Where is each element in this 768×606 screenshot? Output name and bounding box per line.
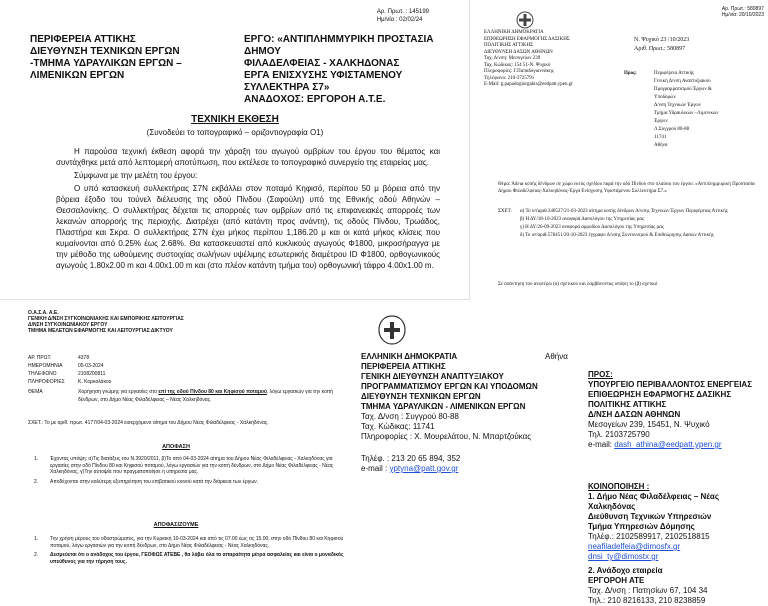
list-item: 2. Αποδέχονται στην καλύτερη εξυπηρέτηση του επιβατικού κοινού κατά την διάρκεια των έργων. <box>34 478 258 485</box>
cc-email-link[interactable]: neafiladelfeia@dimosfx.gr <box>588 542 681 551</box>
recipient-block: ΠΡΟΣ: ΥΠΟΥΡΓΕΙΟ ΠΕΡΙΒΑΛΛΟΝΤΟΣ ΕΝΕΡΓΕΙΑΣ ΕΠΙΘΕΩΡΗΣΗ ΕΦΑΡΜΟΓΗΣ ΔΑΣΙΚΗΣ ΠΟΛΙΤΙΚΗΣ ΑΤΤΙΚΗΣ Δ/ΝΣΗ ΔΑΣΩΝ ΑΘΗΝΩΝ Μεσογείων 239, 15451, Ν. Ψυχικό Τηλ. 2103725790 e-mail: dash_athina@eedpatt.ypen.gr <box>588 370 752 449</box>
sender-email-link[interactable]: yptyna@patt.gov.gr <box>389 464 459 473</box>
list-item: 1. Την χρήση μέρους του οδοστρώματος, για την Κυριακή 10-03-2024 και από τις 07.00 έως τις 15.00, στην οδό Πίνδου 80 και Κηφισού ποταμού, λόγω εργασιών για την κοπή δένδρων, στο Δήμο Νέας Φιλαδέλφειας - Νέας Χαλκηδόνας. <box>34 536 344 549</box>
paragraph: Η παρούσα τεχνική έκθεση αφορά την χάραξη του αγωγού ομβρίων του έργου του θέματος και συντάχθηκε μετά από λεπτομερή αποτύπωση, που εκτέλεσε το τοπογραφικό συνεργείο της εταιρείας μας. <box>56 147 440 167</box>
paragraph: Ο υπό κατασκευή συλλεκτήρας Σ7Ν εκβάλλει στον ποταμό Κηφισό, περίπου 50 μ βόρεια από την βόρεια έξοδο του τούνελ διέλευσης της οδού Πίνδου (Σαφούλη) υπό της Εθνικής οδού Αθηνών – Θεσσαλονίκης. Ο συλλεκτήρας δέχεται τις απορροές των ομβρίων από τις επιφανειακές απορροές των λεκανών απορροής της περιοχής. Διατρέχει (από κατάντη προς ανάντη), τις οδούς Πίνδου, Τρωάδος, Πλαστήρα και Σκρα. Ο συλλεκτήρας Σ7Ν έχει μήκος περίπου 1,186.20 μ και οι κατά μήκος κλίσεις που κυμαίνονται από 0.25% έως 2.68%. Θα κατασκευαστεί από κυκλικούς αγωγούς Φ1800, μικροσήραγγα με την μέθοδο της ωθούμενης συστοιχίας σωλήνων υψέλιμης εσωτερικής διαμέτρου ID Φ1800, ορθογωνικούς αγωγούς 1.80x2.00 m και 4.00x1.00 m και (στο πλέον κατάντη τμήμα του) ορθογωνική τάφρο 4.00x1.00 m. <box>56 184 440 270</box>
sender-contact: Τηλέφ. : 213 20 65 894, 352 e-mail : yptyna@patt.gov.gr <box>361 454 461 473</box>
reference-fields: ΑΡ. ΠΡΩΤ. 4378 ΗΜΕΡΟΜΗΝΙΑ 05-03-2024 ΤΗΛΕΦΩΝΟ 2108200811 ΠΛΗΡΟΦΟΡΙΕΣ Κ. Κορκολάκου ΘΕΜΑ Χορήγηση γνώμης για εργασίες στο επί της οδού Πίνδου 80 και Κηφισού ποταμού, λόγω εργασιών για την κοπή δένδρων, στο Δήμο Νέας Φιλαδέλφειας – Νέας Χαλκηδόνας. <box>28 355 334 403</box>
place-date: Ν. Ψυχικό 23 /10/2023 Αριθ. Πρωτ.: 580897 <box>634 37 690 52</box>
sender-address: Ταχ. Δ/νση : Συγγρού 80-88 Ταχ. Κώδικας: 11741 Πληροφορίες : Χ. Μουρελάτου, Ν. Μπαρτζούκας <box>361 412 532 441</box>
report-subtitle: (Συνοδεύει το τοπογραφικό – οριζοντιογραφία Ο1) <box>146 128 324 137</box>
related-reference: ΣΧΕΤ.: Το με αριθ. πρωτ. 4177/04-03-2024 εισερχόμενο αίτημα του Δήμου Νέας Φιλαδέλφειας - Χαλκηδόνας. <box>28 420 269 426</box>
region-letter-document <box>355 304 768 605</box>
forestry-permit-document <box>474 0 768 300</box>
list-item: 2. Δεσμεύεται ότι ο ανάδοχος του έργου, ΓΕΟΦΩΣ ΑΤΕΒΕ , θα λάβει όλα τα απαραίτητα μέτρα ασφαλείας και είναι ο μοναδικός υπεύθυνος για την τήρηση τους. <box>34 552 344 565</box>
cc-email-link[interactable]: dnsi_ty@dimostx.gr <box>588 552 659 561</box>
recipient-email-link[interactable]: dash_athina@eedpatt.ypen.gr <box>614 440 722 449</box>
greek-crest-icon <box>514 10 536 30</box>
project-header: ΕΡΓΟ: «ΑΝΤΙΠΛΗΜΜΥΡΙΚΗ ΠΡΟΣΤΑΣΙΑ ΔΗΜΟΥ ΦΙΛΑΔΕΛΦΕΙΑΣ - ΧΑΛΚΗΔΟΝΑΣ ΕΡΓΑ ΕΝΙΣΧΥΣΗΣ ΥΦΙΣΤΑΜΕΝΟΥ ΣΥΛΛΕΚΤΗΡΑ Σ7» ΑΝΑΔΟΧΟΣ: ΕΡΓΟΡΟΗ Α.Τ.Ε. <box>244 34 434 105</box>
issuer-header: ΕΛΛΗΝΙΚΗ ΔΗΜΟΚΡΑΤΙΑ ΕΠΙΘΕΩΡΗΣΗ ΕΦΑΡΜΟΓΗΣ ΔΑΣΙΚΗΣ ΠΟΛΙΤΙΚΗΣ ΑΤΤΙΚΗΣ ΔΙΕΥΘΥΝΣΗ ΔΑΣΩΝ ΑΘΗΝΩΝ Ταχ. Δ/νση: Μεσογείων 239 Ταχ. Κώδικας: 154 51-Ν. Ψυχικό Πληροφορίες: Γ.Παπαδογιαννάκης Τηλέφωνο: 210-3725791 E-Mail: g.papadogiorgakis@eedpatt.ypen.gr <box>484 30 573 87</box>
protocol-stamp: Αρ. Πρωτ. : 145199 Ημ/νία : 02/02/24 <box>376 9 429 23</box>
report-body <box>56 146 440 273</box>
related-references: ΣΧΕΤ: α) Το υπ'αριθ.340527/21-03-2023 αίτημα κοπής δένδρων Δ/νσης Τεχνικών Έργων Περιφέρειας Αττικής β) Η ΔΥ/18-10-2023 αναφορά Δασολόγου της Υπηρεσίας μας γ) Η ΔΥ/26-09-2023 αναφορά αρμοδίου Δασολόγου της Υπηρεσίας μας δ) Το υπ'αριθ.578451/20-10-2023 έγγραφο Δ/νσης Συντονισμού & Επιθεώρησης Δασών Αττικής <box>498 209 728 238</box>
greek-crest-icon <box>375 314 409 346</box>
report-title: ΤΕΧΝΙΚΗ ΕΚΘΕΣΗ <box>191 114 279 125</box>
issuer-header: ΕΛΛΗΝΙΚΗ ΔΗΜΟΚΡΑΤΙΑ ΠΕΡΙΦΕΡΕΙΑ ΑΤΤΙΚΗΣ ΓΕΝΙΚΗ ΔΙΕΥΘΥΝΣΗ ΑΝΑΠΤΥΞΙΑΚΟΥ ΠΡΟΓΡΑΜΜΑΤΙΣΜΟΥ ΕΡΓΩΝ ΚΑΙ ΥΠΟΔΟΜΩΝ ΔΙΕΥΘΥΝΣΗ ΤΕΧΝΙΚΩΝ ΕΡΓΩΝ ΤΜΗΜΑ ΥΔΡΑΥΛΙΚΩΝ - ΛΙΜΕΝΙΚΩΝ ΕΡΓΩΝ <box>361 352 538 411</box>
cc-block: ΚΟΙΝΟΠΟΙΗΣΗ : 1. Δήμο Νέας Φιλαδέλφειας – Νέας Χαλκηδόνας Διεύθυνση Τεχνικών Υπηρεσιών Τμήμα Υπηρεσιών Δόμησης Τηλέφ.: 2102589917, 2102518815 neafiladelfeia@dimosfx.gr dnsi_ty@dimostx.gr 2. Ανάδοχο εταιρεία ΕΡΓΟΡΟΗ ΑΤΕ Ταχ. Δ/νση : Πατησίων 67, 104 34 Τηλ.: 210 8216133, 210 8238859 <box>588 482 766 606</box>
answer-text: Σε απάντηση του ανωτέρω (α) σχετικού και λαμβάνοντας υπόψη το (β) σχετικό <box>498 282 658 287</box>
list-item: 1. Έχοντας υπόψη: α)Τις διατάξεις του Ν.3920/2011, β)Το από 04-03-2024 αίτημα του Δήμου Νέας Φιλαδέλφειας - Χαλκηδόνας για εργασίες στην οδό Πίνδου 80 και Κηφισού ποταμού, λόγω εργασιών για την κοπή δένδρων, στο Δήμο Νέας Φιλαδέλφειας - Νέας Χαλκηδόνας, γ)Την αυτοψία που πραγματοποίησε η υπηρεσία μας. <box>34 456 334 475</box>
oasa-decision-document <box>0 304 352 600</box>
recipient-block: Προς: Περιφέρεια Αττικής Γενική Δ/νση Αναπτυξιακού Προγραμματισμού Έργων & Υποδομών Δ/νση Τεχνικών Έργων Τμήμα Υδραυλικών –Λιμενικών Έργων Λ.Συγγρού 80-88 11741 Αθήνα <box>624 71 719 148</box>
subject-line: Θέμα: Άδεια κοπής δένδρων σε χώρο εκτός σχεδίου παρά την οδό Πίνδου στο πλαίσιο του έργου: «Αντιπλημμυρική Προστασία Δήμου Φιλαδέλφειας-Χαλκηδόνας-Έργα Ενίσχυσης Υφιστάμενου Συλλεκτήρα Σ7.» <box>498 182 755 194</box>
issuer-header: Ο.Α.Σ.Α. Α.Ε. ΓΕΝΙΚΗ Δ/ΝΣΗ ΣΥΓΚΟΙΝΩΝΙΑΚΗΣ ΚΑΙ ΕΜΠΟΡΙΚΗΣ ΛΕΙΤΟΥΡΓΙΑΣ Δ/ΝΣΗ ΣΥΓΚΟΙΝΩΝΙΑΚΟΥ ΕΡΓΟΥ ΤΜΗΜΑ ΜΕΛΕΤΩΝ ΕΦΑΡΜΟΓΗΣ ΚΑΙ ΛΕΙΤΟΥΡΓΙΑΣ ΔΙΚΤΥΟΥ <box>28 310 184 334</box>
paragraph: Σύμφωνα με την μελέτη του έργου: <box>74 171 198 180</box>
technical-report-document <box>0 0 470 300</box>
section-resolve-heading: ΑΠΟΦΑΣΙΖΟΥΜΕ <box>153 522 199 528</box>
place-label: Αθήνα <box>545 352 568 361</box>
resolutions-list <box>34 536 344 568</box>
section-decision-heading: ΑΠΟΦΑΣΗ <box>162 444 190 450</box>
issuer-header: ΠΕΡΙΦΕΡΕΙΑ ΑΤΤΙΚΗΣ ΔΙΕΥΘΥΝΣΗ ΤΕΧΝΙΚΩΝ ΕΡΓΩΝ -ΤΜΗΜΑ ΥΔΡΑΥΛΙΚΩΝ ΕΡΓΩΝ – ΛΙΜΕΝΙΚΩΝ ΕΡΓΩΝ <box>30 34 182 81</box>
protocol-stamp: Αρ. Πρωτ.: 580897 Ημ/νία: 20/10/2023 <box>721 6 764 18</box>
considerations-list <box>34 456 344 488</box>
